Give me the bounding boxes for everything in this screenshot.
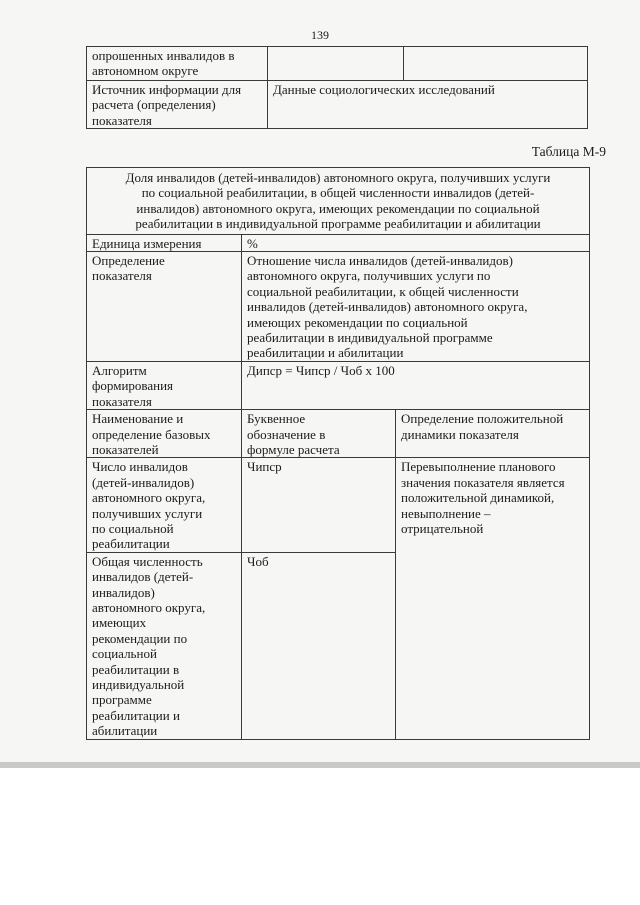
respondents-value-2	[404, 47, 588, 81]
table-caption: Таблица М-9	[531, 144, 606, 159]
table-row	[87, 234, 590, 251]
continued-indicator-table	[86, 46, 588, 129]
indicator-symbol-1: Чипср	[242, 458, 396, 552]
column-header-symbol: Буквенное обозначение в формуле расчета	[242, 410, 396, 458]
respondents-value-1	[268, 47, 404, 81]
unit-label: Единица измерения	[87, 234, 242, 251]
definition-value: Отношение числа инвалидов (детей-инвалидов) автономного округа, получивших услуги по социальной реабилитации, к общей численности инвалидов (детей-инвалидов) автономного округа, имеющих рекомендации по социальной реабилитации в индивидуальной программе реабилитации и абилитации	[242, 252, 590, 362]
table-row	[87, 252, 590, 362]
algorithm-formula: Дипср = Чипср / Чоб x 100	[242, 361, 590, 409]
info-source-label: Источник информации для расчета (определения) показателя	[87, 81, 268, 129]
definition-label: Определение показателя	[87, 252, 242, 362]
indicator-name-1: Число инвалидов (детей-инвалидов) автономного округа, получивших услуги по социальной реабилитации	[87, 458, 242, 552]
info-source-value: Данные социологических исследований	[268, 81, 588, 129]
table-row	[87, 458, 590, 552]
unit-value: %	[242, 234, 590, 251]
table-row	[87, 47, 588, 81]
positive-dynamics-definition: Перевыполнение планового значения показателя является положительной динамикой, невыполнение – отрицательной	[396, 458, 590, 739]
respondents-label: опрошенных инвалидов в автономном округе	[87, 47, 268, 81]
table-row	[87, 81, 588, 129]
column-header-name: Наименование и определение базовых показателей	[87, 410, 242, 458]
column-header-dynamics: Определение положительной динамики показателя	[396, 410, 590, 458]
indicator-passport-table	[86, 167, 590, 740]
table-row	[87, 361, 590, 409]
page-number: 139	[311, 28, 329, 42]
indicator-symbol-2: Чоб	[242, 552, 396, 739]
table-row	[87, 410, 590, 458]
table-row	[87, 168, 590, 235]
algorithm-label: Алгоритм формирования показателя	[87, 361, 242, 409]
indicator-name-2: Общая численность инвалидов (детей- инвалидов) автономного округа, имеющих рекомендации по социальной реабилитации в индивидуальной программе реабилитации и абилитации	[87, 552, 242, 739]
indicator-title: Доля инвалидов (детей-инвалидов) автономного округа, получивших услуги по социальной реабилитации, в общей численности инвалидов (детей- инвалидов) автономного округа, имеющих рекомендации по социальной реабилитации в индивидуальной программе реабилитации и абилитации	[87, 168, 590, 235]
